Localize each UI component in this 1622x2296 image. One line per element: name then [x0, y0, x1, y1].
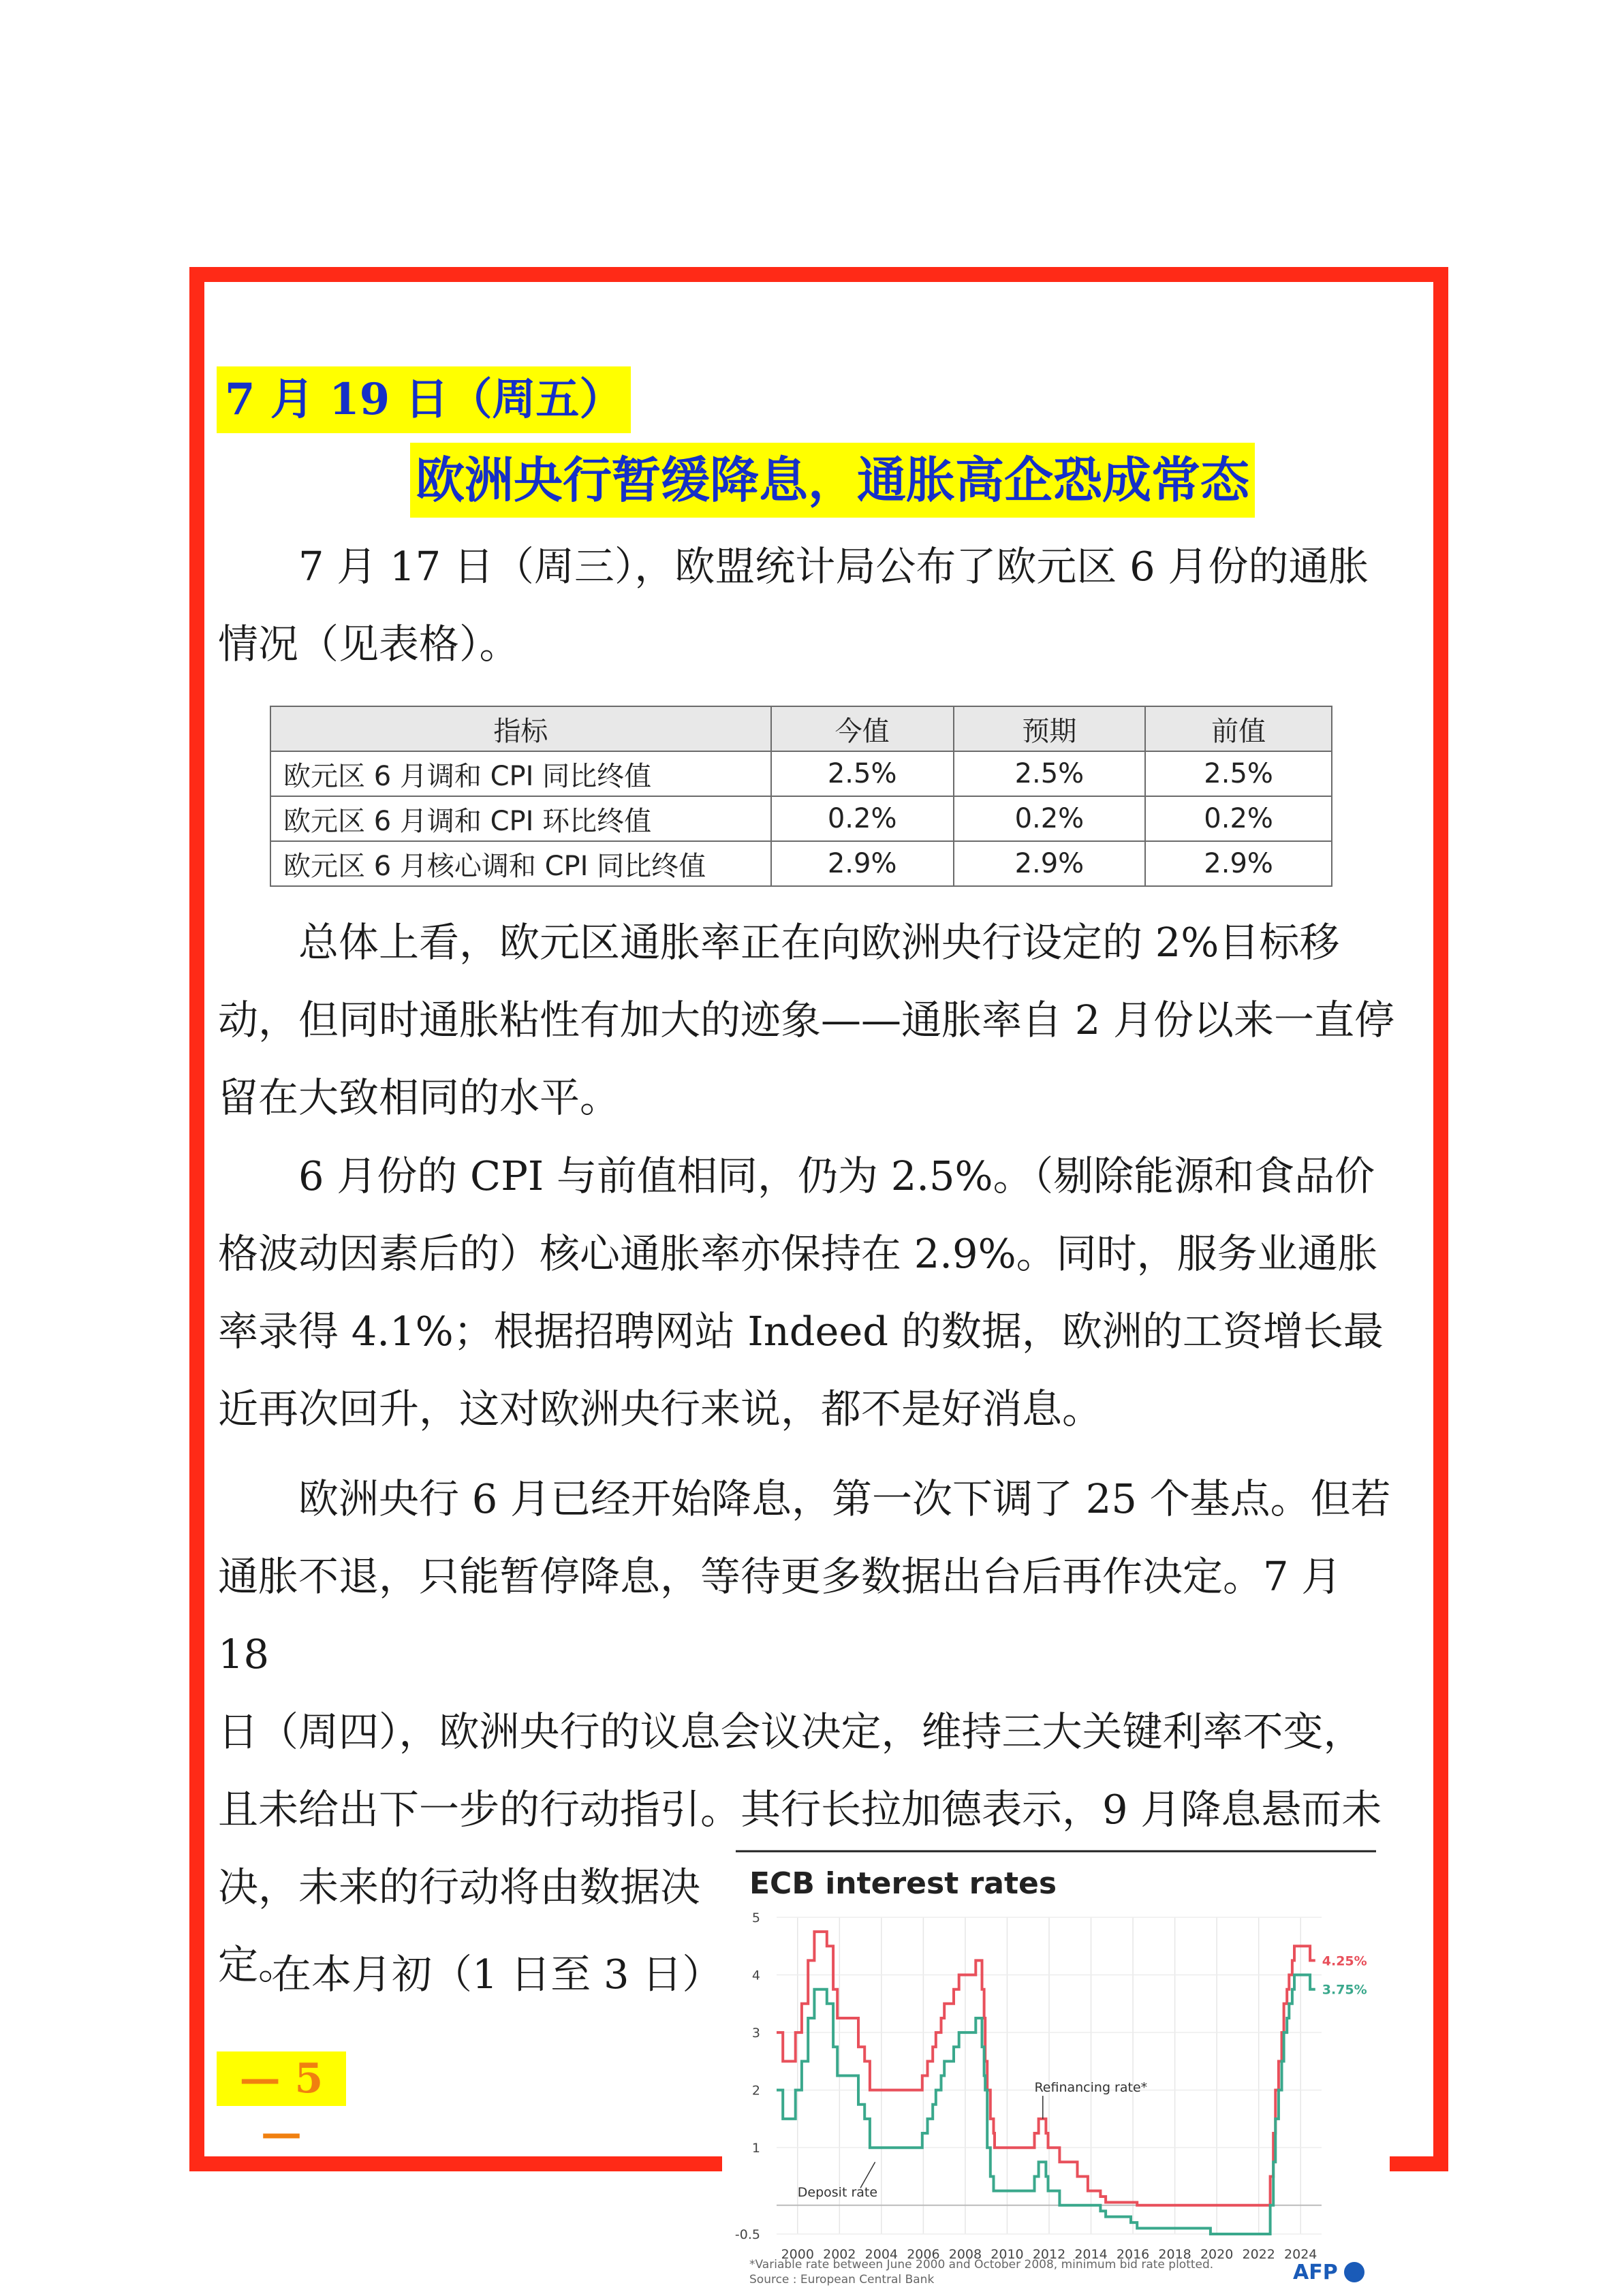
- y-tick-label: 5: [751, 1910, 760, 1925]
- axis-layer: [735, 1910, 1317, 2262]
- x-tick-label: 2022: [1242, 2247, 1275, 2262]
- y-tick-label: 1: [751, 2141, 760, 2156]
- chart-footnote: *Variable rate between June 2000 and October 2008, minimum bid rate plotted.: [749, 2258, 1214, 2271]
- intro-text: 7 月 17 日（周三），欧盟统计局公布了欧元区 6 月份的通胀情况（见表格）。: [218, 543, 1369, 667]
- table-cell: 2.9%: [771, 841, 954, 886]
- x-tick-label: 2016: [1116, 2247, 1150, 2262]
- chart-source: Source : European Central Bank: [749, 2273, 935, 2286]
- article-title: 欧洲央行暂缓降息，通胀高企恐成常态: [410, 443, 1255, 518]
- paragraph-line: 定。: [218, 1941, 299, 1988]
- series-end-value-label: 4.25%: [1322, 1953, 1367, 1969]
- y-tick-label: 2: [751, 2083, 760, 2098]
- intro-paragraph: [218, 528, 1403, 683]
- x-tick-label: 2024: [1284, 2247, 1317, 2262]
- paragraph-cpi-details: [218, 1137, 1403, 1448]
- paragraph-line: 欧洲央行 6 月已经开始降息，第一次下调了 25 个基点。但若: [298, 1475, 1391, 1522]
- paragraph-text: 总体上看，欧元区通胀率正在向欧洲央行设定的 2%目标移动，但同时通胀粘性有加大的迹象——通胀率自 2 月份以来一直停留在大致相同的水平。: [218, 919, 1395, 1121]
- paragraph-line: 决，未来的行动将由数据决: [218, 1863, 701, 1910]
- x-tick-label: 2002: [823, 2247, 856, 2262]
- paragraph-text: 6 月份的 CPI 与前值相同，仍为 2.5%。（剔除能源和食品价格波动因素后的）核心通胀率亦保持在 2.9%。同时，服务业通胀率录得 4.1%；根据招聘网站 Indeed 的数据，欧洲的工资增长最近再次回升，这对欧洲央行来说，都不是好消息。: [218, 1152, 1384, 1432]
- table-cell: 2.9%: [1145, 841, 1332, 886]
- chart-title: ECB interest rates: [749, 1866, 1057, 1901]
- x-tick-label: 2006: [907, 2247, 940, 2262]
- x-tick-label: 2018: [1158, 2247, 1191, 2262]
- x-tick-label: 2012: [1032, 2247, 1066, 2262]
- table-header-cell: 前值: [1145, 706, 1332, 751]
- table-cell: 2.5%: [771, 751, 954, 796]
- annotation-pointer-deposit: [860, 2162, 875, 2188]
- paragraph-line: 通胀不退，只能暂停降息，等待更多数据出台后再作决定。7 月 18: [218, 1553, 1342, 1678]
- page-number: — 5 —: [217, 2051, 346, 2106]
- table-header-cell: 预期: [954, 706, 1146, 751]
- table-header-cell: 今值: [771, 706, 954, 751]
- paragraph-line: 且未给出下一步的行动指引。其行长拉加德表示，9 月降息悬而未: [218, 1786, 1382, 1833]
- y-tick-label: 3: [751, 2026, 760, 2041]
- table-row: [270, 841, 1332, 886]
- table-row: [270, 751, 1332, 796]
- table-cell: 2.9%: [954, 841, 1146, 886]
- annotation-deposit-rate: Deposit rate: [797, 2185, 878, 2201]
- y-tick-label: 4: [751, 1968, 760, 1983]
- afp-logo-icon: [1344, 2262, 1364, 2282]
- inflation-table: [270, 706, 1332, 887]
- x-tick-label: 2020: [1200, 2247, 1234, 2262]
- x-tick-label: 2008: [948, 2247, 982, 2262]
- table-header-row: [270, 706, 1332, 751]
- paragraph-text: 在本月初（1 日至 3 日）: [271, 1951, 723, 1998]
- annotation-refinancing-rate: Refinancing rate*: [1034, 2080, 1148, 2096]
- table-cell: 0.2%: [954, 796, 1146, 841]
- table-cell: 0.2%: [771, 796, 954, 841]
- table-cell: 0.2%: [1145, 796, 1332, 841]
- table-cell: 2.5%: [1145, 751, 1332, 796]
- afp-logo-text: AFP: [1293, 2261, 1338, 2284]
- date-heading: 7 月 19 日（周五）: [217, 366, 631, 433]
- chart-svg: [722, 1839, 1390, 2293]
- paragraph-line: 日（周四），欧洲央行的议息会议决定，维持三大关键利率不变，: [218, 1708, 1364, 1755]
- table-cell: 欧元区 6 月调和 CPI 环比终值: [270, 796, 771, 841]
- table-cell: 欧元区 6 月调和 CPI 同比终值: [270, 751, 771, 796]
- x-tick-label: 2010: [991, 2247, 1024, 2262]
- x-tick-label: 2000: [781, 2247, 814, 2262]
- ecb-interest-rates-chart: [722, 1839, 1390, 2293]
- paragraph-inflation-trend: [218, 904, 1403, 1137]
- table-row: [270, 796, 1332, 841]
- table-cell: 欧元区 6 月核心调和 CPI 同比终值: [270, 841, 771, 886]
- table-cell: 2.5%: [954, 751, 1146, 796]
- afp-logo: [1293, 2261, 1364, 2284]
- table-header-cell: 指标: [270, 706, 771, 751]
- x-tick-label: 2004: [864, 2247, 899, 2262]
- x-tick-label: 2014: [1074, 2247, 1108, 2262]
- y-tick-label: -0.5: [734, 2227, 760, 2242]
- series-end-value-label: 3.75%: [1322, 1982, 1367, 1998]
